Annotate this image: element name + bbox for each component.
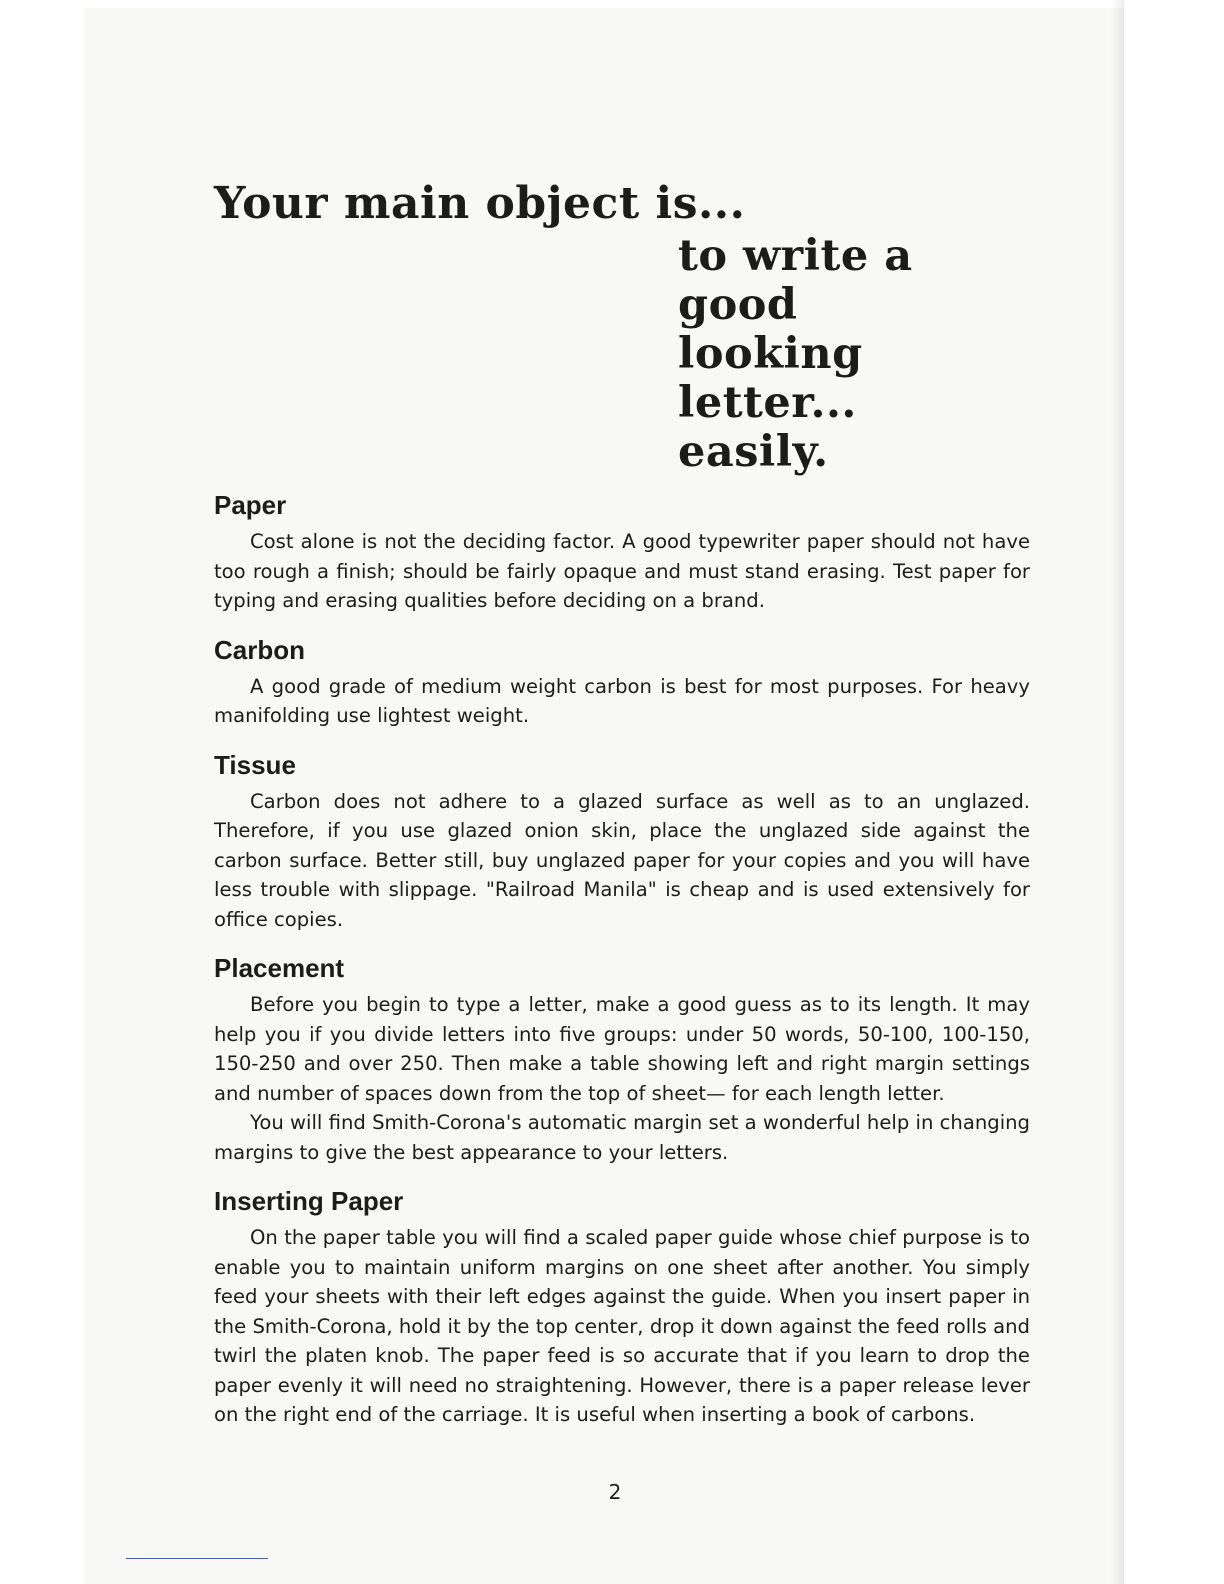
section-paragraph: Carbon does not adhere to a glazed surface as well as to an unglazed. Therefore, if you use glazed onion skin, place the unglazed side against the carbon surface. Better still, buy unglazed paper for your copies and you will have less trouble with slippage. "Railroad Manila" is cheap and is used extensively for office copies. — [214, 789, 1030, 931]
page-edge-shadow — [1110, 0, 1124, 1584]
section-placement — [214, 952, 1030, 1167]
subtitle-line: looking letter... — [678, 329, 863, 428]
section-paper — [214, 489, 1030, 616]
bottom-rule — [126, 1558, 268, 1559]
page-subtitle — [678, 232, 1030, 477]
subtitle-line: easily. — [678, 427, 829, 477]
section-heading: Inserting Paper — [214, 1186, 404, 1216]
section-heading: Paper — [214, 490, 287, 520]
section-heading: Placement — [214, 953, 345, 983]
section-paragraph: Before you begin to type a letter, make a good guess as to its length. It may help you if you divide letters into five groups: under 50 words, 50-100, 100-150, 150-250 and over 250. Then make a table showing left and right margin settings and number of spaces down from the top of sheet— for each length letter. — [214, 993, 1030, 1105]
section-paragraph: You will find Smith-Corona's automatic margin set a wonderful help in changing margins to give the best appearance to your letters. — [214, 1111, 1030, 1164]
section-inserting-paper — [214, 1185, 1030, 1430]
section-heading: Tissue — [214, 749, 296, 780]
page-number: 2 — [608, 1480, 622, 1504]
section-carbon — [214, 634, 1030, 731]
subtitle-line: to write a good — [678, 231, 913, 330]
page-content — [214, 176, 1030, 1430]
page-title: Your main object is... — [214, 178, 746, 229]
section-paragraph: Cost alone is not the deciding factor. A good typewriter paper should not have too rough a finish; should be fairly opaque and must stand erasing. Test paper for typing and erasing qualities before deciding on a brand. — [214, 530, 1030, 612]
section-tissue — [214, 749, 1030, 935]
section-paragraph: A good grade of medium weight carbon is best for most purposes. For heavy manifolding use lightest weight. — [214, 674, 1030, 727]
sections — [214, 489, 1030, 1430]
section-paragraph: On the paper table you will find a scaled paper guide whose chief purpose is to enable you to maintain uniform margins on one sheet after another. You simply feed your sheets with their left edges against the guide. When you insert paper in the Smith-Corona, hold it by the top center, drop it down against the feed rolls and twirl the platen knob. The paper feed is so accurate that if you learn to drop the paper evenly it will need no straightening. However, there is a paper release lever on the right end of the carriage. It is useful when inserting a book of carbons. — [214, 1226, 1030, 1426]
section-heading: Carbon — [214, 634, 305, 665]
